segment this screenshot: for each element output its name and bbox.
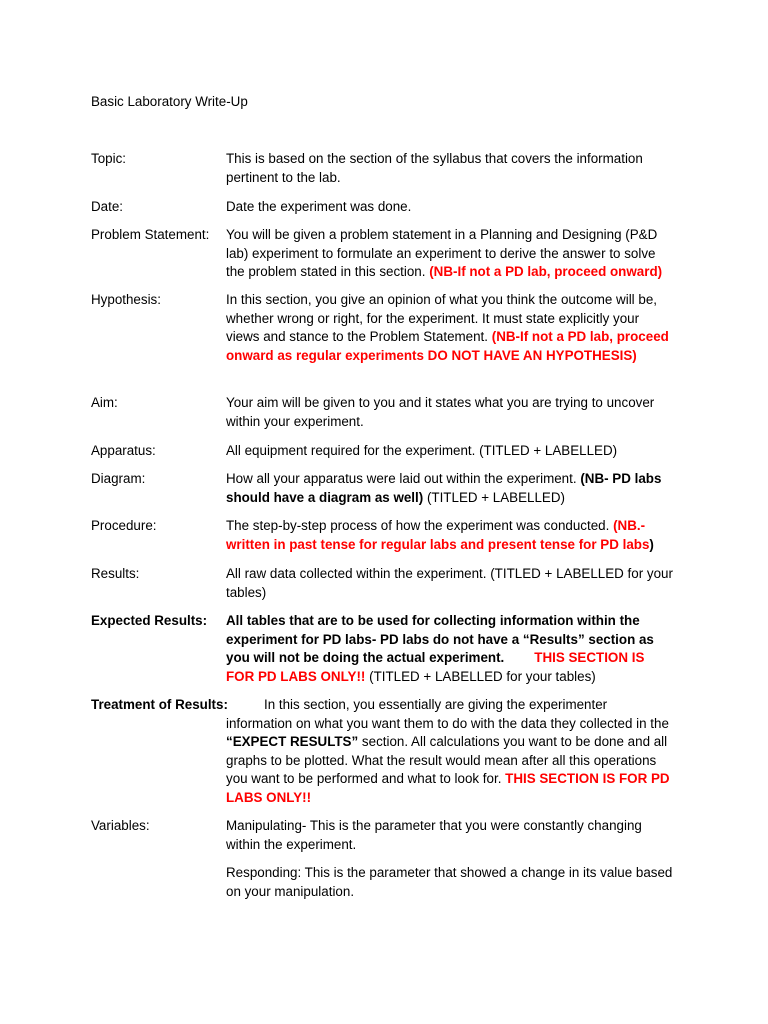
treatment-label: Treatment of Results: [91, 697, 228, 712]
diagram-bold-note: (NB- PD labs should have a diagram as well) [226, 471, 662, 505]
treatment-note: THIS SECTION IS FOR PD LABS ONLY!! [226, 771, 670, 805]
treatment-bold: “EXPECT RESULTS” [226, 734, 359, 749]
date-text: Date the experiment was done. [226, 199, 412, 214]
aim-text: Your aim will be given to you and it states what you are trying to uncover within your experiment. [226, 395, 655, 429]
problem-label: Problem Statement: [91, 227, 210, 242]
procedure-label: Procedure: [91, 518, 157, 533]
variables-responding: Responding: This is the parameter that showed a change in its value based on your manipulation. [226, 865, 673, 899]
diagram-body [226, 470, 676, 507]
hypothesis-body [226, 291, 676, 365]
procedure-note: (NB.- written in past tense for regular labs and present tense for PD labs [226, 518, 650, 552]
problem-text: You will be given a problem statement in a Planning and Designing (P&D lab) experiment to formulate an experiment to derive the answer to solve the problem stated in this section. [226, 227, 658, 279]
document-title: Basic Laboratory Write-Up [91, 94, 248, 109]
hypothesis-note: (NB-If not a PD lab, proceed onward as regular experiments DO NOT HAVE AN HYPOTHESIS) [226, 329, 669, 363]
expected-bold-text: All tables that are to be used for collecting information within the experiment for PD labs- PD labs do not have a “Results” section as you will not be doing the actual experiment. [226, 613, 654, 665]
results-text: All raw data collected within the experiment. (TITLED + LABELLED for your tables) [226, 566, 673, 600]
expected-body [226, 612, 676, 686]
variables-label: Variables: [91, 818, 150, 833]
expected-tail: (TITLED + LABELLED for your tables) [369, 668, 596, 684]
topic-label: Topic: [91, 151, 126, 166]
apparatus-label: Apparatus: [91, 443, 156, 458]
treatment-text-a: In this section, you essentially are giving the experimenter information on what you want them to do with the data they collected in the [226, 697, 669, 731]
aim-label: Aim: [91, 395, 118, 410]
diagram-tail: (TITLED + LABELLED) [426, 489, 565, 505]
hypothesis-label: Hypothesis: [91, 292, 161, 307]
treatment-text-b: section. All calculations you want to be done and all graphs to be plotted. What the result would mean after all this operations you want to be performed and what to look for. [226, 734, 668, 786]
diagram-text: How all your apparatus were laid out within the experiment. [226, 471, 577, 486]
treatment-body [226, 696, 676, 807]
results-label: Results: [91, 566, 140, 581]
procedure-body [226, 517, 676, 554]
hypothesis-text: In this section, you give an opinion of what you think the outcome will be, whether wrong or right, for the experiment. It must state explicitly your views and stance to the Problem Statement. [226, 292, 657, 344]
procedure-close: ) [649, 536, 654, 552]
apparatus-text: All equipment required for the experiment. (TITLED + LABELLED) [226, 443, 618, 458]
expected-label: Expected Results: [91, 613, 208, 628]
expected-note: THIS SECTION IS FOR PD LABS ONLY!! [226, 650, 645, 684]
date-label: Date: [91, 199, 124, 214]
diagram-label: Diagram: [91, 471, 146, 486]
procedure-text: The step-by-step process of how the experiment was conducted. [226, 518, 610, 533]
variables-body [226, 817, 676, 901]
problem-body [226, 226, 676, 282]
problem-note: (NB-If not a PD lab, proceed onward) [429, 264, 663, 279]
topic-text: This is based on the section of the syllabus that covers the information pertinent to the lab. [226, 151, 643, 185]
variables-manipulating: Manipulating- This is the parameter that you were constantly changing within the experiment. [226, 818, 642, 852]
